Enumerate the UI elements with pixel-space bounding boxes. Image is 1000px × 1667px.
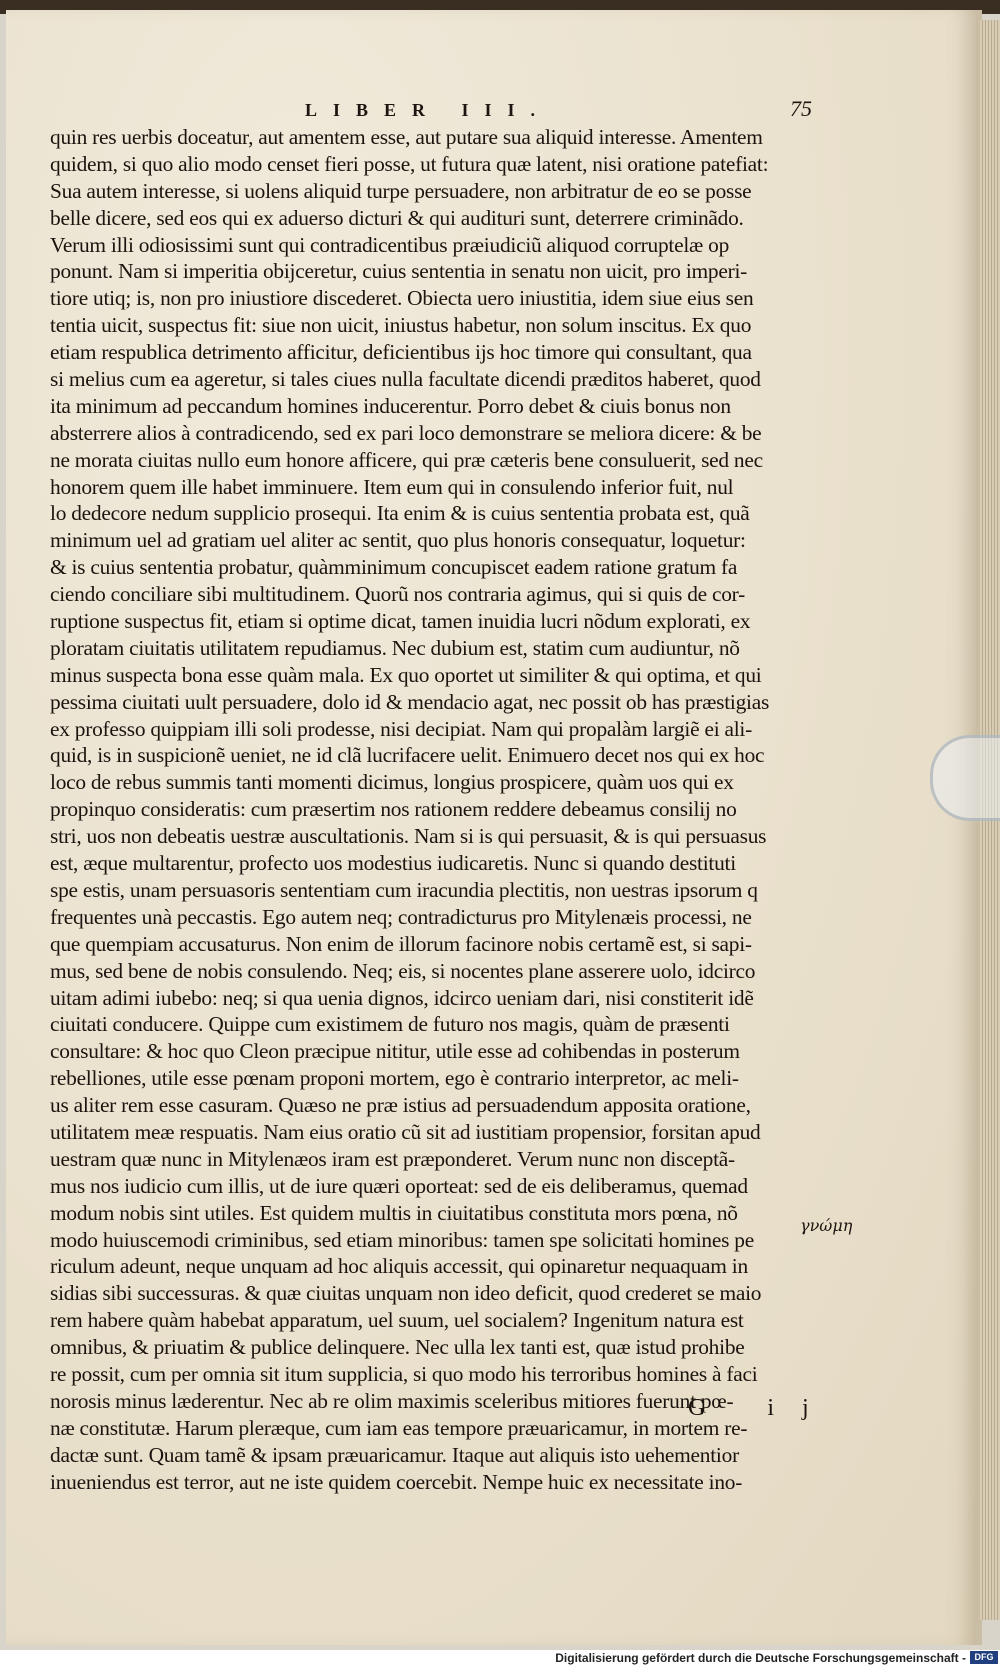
funding-credit: Digitalisierung gefördert durch die Deutsche Forschungsgemeinschaft -: [555, 1651, 966, 1665]
text-line: belle dicere, sed eos qui ex aduerso dicturi & qui audituri sunt, deterrere criminãdo.: [50, 205, 744, 230]
text-line: que quempiam accusaturus. Non enim de illorum facinore nobis certamẽ est, si sapi-: [50, 931, 752, 956]
text-line: dactæ sunt. Quam tamẽ & ipsam præuaricamur. Itaque aut aliquis isto uehementior: [50, 1442, 739, 1467]
text-line: lo dedecore nedum supplicio prosequi. Ita enim & is cuius sententia probata est, quã: [50, 501, 750, 526]
text-line: utilitatem meæ respuatis. Nam eius oratio cũ sit ad iustitiam propensior, forsitan apud: [50, 1119, 761, 1144]
text-line: ciuitati conducere. Quippe cum existimem de futuro nos magis, quàm de præsenti: [50, 1012, 730, 1037]
text-line: est, æque multarentur, profecto uos modestius iudicaretis. Nunc si quando destituti: [50, 851, 736, 876]
text-line: ponunt. Nam si imperitia obijceretur, cuius sententia in senatu non uicit, pro imperi-: [50, 259, 748, 284]
text-line: stri, uos non debeatis uestræ auscultationis. Nam si is qui persuasit, & is qui persuasus: [50, 824, 767, 849]
text-line: ex professo quippiam illi soli prodesse, nisi decipiat. Nam qui propalàm largiẽ ei ali-: [50, 716, 753, 741]
text-line: Verum illi odiosissimi sunt qui contradicentibus præiudiciũ aliquod corruptelæ op: [50, 232, 730, 257]
text-line: næ constitutæ. Harum pleræque, cum iam eas tempore præuaricamur, in mortem re-: [50, 1415, 748, 1440]
text-line: riculum adeunt, neque unquam ad hoc aliquis accessit, qui opinaretur nequaquam in: [50, 1254, 748, 1279]
text-line: omnibus, & priuatim & publice delinquere. Nec ulla lex tanti est, quæ istud prohibe: [50, 1335, 745, 1360]
text-line: pessima ciuitati uult persuadere, dolo id & mendacio agat, nec possit ob has præstigias: [50, 689, 770, 714]
page-number: 75: [790, 96, 812, 121]
text-line: sidias sibi successuras. & quæ ciuitas unquam non ideo deficit, quod crederet se maio: [50, 1281, 762, 1306]
body-text: [50, 124, 808, 1495]
text-line: spe estis, unam persuasoris sententiam cum iracundia plectitis, non uestras ipsorum q: [50, 877, 758, 902]
text-line: rem habere quàm habebat apparatum, uel suum, uel socialem? Ingenitum natura est: [50, 1308, 744, 1333]
footer: [0, 1650, 1000, 1667]
text-line: us aliter rem esse casuram. Quæso ne præ istius ad persuadendum apposita oratione,: [50, 1093, 751, 1118]
margin-note: γνώμη: [800, 1216, 853, 1235]
text-line: tentia uicit, suspectus fit: siue non uicit, iniustus habetur, non solum inscitus. Ex quo: [50, 313, 752, 338]
text-line: absterrere alios à contradicendo, sed ex pari loco demonstrare se meliora dicere: & be: [50, 420, 762, 445]
text-line: consultare: & hoc quo Cleon præcipue nititur, utile esse ad cohibendas in posterum: [50, 1039, 740, 1064]
text-line: quidem, si quo alio modo censet fieri posse, ut futura quæ latent, nisi oratione patefiat:: [50, 151, 769, 176]
text-line: ita minimum ad peccandum homines inducerentur. Porro debet & ciuis bonus non: [50, 393, 731, 418]
paper-clip: [930, 735, 1000, 821]
text-line: ciendo conciliare sibi multitudinem. Quorũ nos contraria agimus, qui si quis de cor-: [50, 582, 746, 607]
text-line: mus nos iudicio cum illis, ut de iure quæri oporteat: sed de eis deliberamus, quemad: [50, 1173, 748, 1198]
text-line: modo huiuscemodi criminibus, sed etiam minoribus: tamen spe solicitati homines pe: [50, 1227, 754, 1252]
running-head: LIBER III.: [305, 100, 552, 120]
text-line: frequentes unà peccastis. Ego autem neq; contradicturus pro Mitylenæis processi, ne: [50, 904, 752, 929]
text-line: quid, is in suspicionẽ ueniet, ne id clã lucrifacere uelit. Enimuero decet nos qui ex hoc: [50, 743, 765, 768]
text-line: rebelliones, utile esse pœnam proponi mortem, ego è contrario interpretor, ac meli-: [50, 1066, 739, 1091]
text-line: ruptione suspectus fit, etiam si optime dicat, tamen inuidia lucri nõdum explorati, ex: [50, 609, 751, 634]
text-line: ploratam ciuitatis utilitatem repudiamus. Nec dubium est, statim cum audiuntur, nõ: [50, 635, 740, 660]
text-line: re possit, cum per omnia sit itum supplicia, si quo modo his terroribus homines à faci: [50, 1361, 758, 1386]
text-line: tiore utiq; is, non pro iniustiore discederet. Obiecta uero iniustitia, idem siue eius sen: [50, 286, 754, 311]
text-line: ne morata ciuitas nullo eum honore afficere, qui præ cæteris bene consuluerit, sed nec: [50, 447, 763, 472]
signature-mark: G ij: [688, 1395, 837, 1421]
text-line: inueniendus est terror, aut ne iste quidem coercebit. Nempe huic ex necessitate ino-: [50, 1469, 743, 1494]
text-line: modum nobis sint utiles. Est quidem multis in ciuitatibus constituta mors pœna, nõ: [50, 1200, 738, 1225]
text-line: loco de rebus summis tanti momenti dicimus, longius prospicere, quàm uos qui ex: [50, 770, 734, 795]
dfg-logo: DFG: [970, 1651, 998, 1664]
text-line: norosis minus læderentur. Nec ab re olim maximis sceleribus mitiores fuerunt pœ-: [50, 1388, 734, 1413]
text-line: etiam respublica detrimento afficitur, deficientibus ijs hoc timore qui consultant, qua: [50, 340, 752, 365]
text-line: honorem quem ille habet imminuere. Item eum qui in consulendo inferior fuit, nul: [50, 474, 734, 499]
text-line: Sua autem interesse, si uolens aliquid turpe persuadere, non arbitratur de eo se posse: [50, 178, 752, 203]
text-line: & is cuius sententia probatur, quàmminimum concupiscet eadem ratione gratum fa: [50, 555, 738, 580]
text-line: minus suspecta bona esse quàm mala. Ex quo oportet ut similiter & qui optima, et qui: [50, 662, 762, 687]
text-line: mus, sed bene de nobis consulendo. Neq; eis, si nocentes plane asserere uolo, idcirco: [50, 958, 756, 983]
text-line: si melius cum ea ageretur, si tales ciues nulla facultate dicendi præditos haberet, quod: [50, 367, 761, 392]
text-line: minimum uel ad gratiam uel aliter ac sentit, quo plus honoris consequatur, loquetur:: [50, 528, 746, 553]
text-line: propinquo consideratis: cum præsertim nos rationem reddere debeamus consilij no: [50, 797, 737, 822]
text-line: uestram quæ nunc in Mitylenæos iram est præponderet. Verum nunc non disceptã-: [50, 1146, 735, 1171]
text-line: quin res uerbis doceatur, aut amentem esse, aut putare sua aliquid interesse. Amentem: [50, 125, 763, 149]
text-line: uitam adimi iubebo: neq; si qua uenia dignos, idcirco ueniam dari, nisi constiterit idẽ: [50, 985, 754, 1010]
